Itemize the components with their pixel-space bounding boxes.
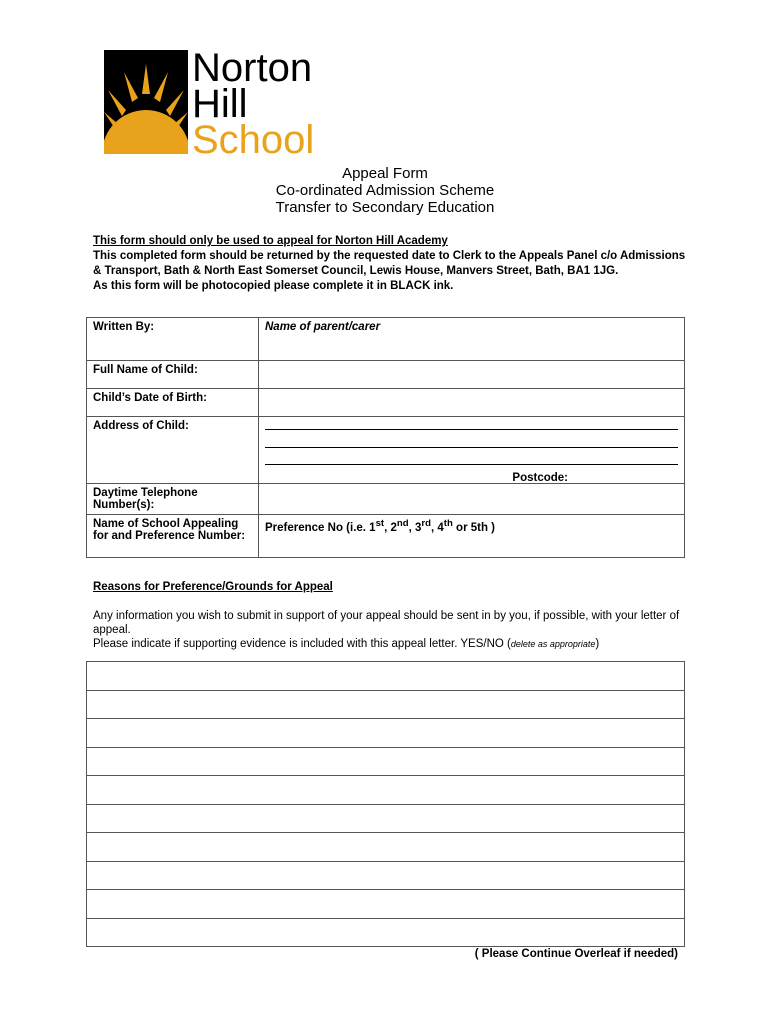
intro-line-3: As this form will be photocopied please complete it in BLACK ink.: [93, 280, 454, 292]
writing-line[interactable]: [87, 918, 685, 947]
postcode-label: Postcode:: [512, 472, 568, 484]
pref-num-2: 2: [390, 521, 397, 534]
pref-sup-2: nd: [396, 518, 409, 529]
pref-num-4: 4: [437, 521, 444, 534]
writing-line[interactable]: [87, 747, 685, 776]
pref-num-3: 3: [415, 521, 422, 534]
writing-line[interactable]: [87, 890, 685, 919]
sunburst-emblem: [104, 50, 188, 154]
address-line-3: [265, 464, 678, 465]
phone-field[interactable]: [259, 484, 685, 515]
reasons-writing-area[interactable]: [86, 661, 685, 947]
pref-sup-4: th: [443, 518, 453, 529]
school-logo: [104, 46, 324, 162]
reasons-instructions: [93, 609, 693, 651]
writing-line[interactable]: [87, 719, 685, 748]
writing-line[interactable]: [87, 690, 685, 719]
child-name-label: Full Name of Child:: [87, 361, 259, 389]
applicant-details-table: [86, 317, 685, 558]
writing-line[interactable]: [87, 804, 685, 833]
dob-field[interactable]: [259, 389, 685, 417]
preference-prefix: Preference No (i.e. 1: [265, 521, 376, 534]
intro-text: [93, 234, 693, 294]
reasons-para-2: [93, 637, 693, 651]
title-line-3: Transfer to Secondary Education: [275, 199, 495, 216]
reasons-para-2-text: Please indicate if supporting evidence is included with this appeal letter. YES/NO (: [93, 638, 511, 650]
writing-line[interactable]: [87, 776, 685, 805]
reasons-para-1: Any information you wish to submit in support of your appeal should be sent in by you, if possible, with your letter of appeal.: [93, 610, 680, 636]
writing-line[interactable]: [87, 833, 685, 862]
title-line-1: Appeal Form: [342, 165, 428, 182]
address-line-1: [265, 429, 678, 430]
address-label: Address of Child:: [87, 417, 259, 484]
address-field[interactable]: [259, 417, 685, 484]
address-line-2: [265, 447, 678, 448]
intro-line-1: This form should only be used to appeal for Norton Hill Academy: [93, 235, 448, 247]
reasons-para-2-close: ): [595, 638, 600, 650]
preference-field[interactable]: Preference No (i.e. 1st, 2nd, 3rd, 4th or 5th ): [259, 515, 685, 558]
dob-label: Child’s Date of Birth:: [87, 389, 259, 417]
phone-label: Daytime Telephone Number(s):: [87, 484, 259, 515]
reasons-heading: Reasons for Preference/Grounds for Appeal: [93, 581, 333, 593]
continue-overleaf-note: ( Please Continue Overleaf if needed): [474, 948, 678, 960]
pref-sup-3: rd: [421, 518, 431, 529]
logo-word-norton: Norton: [192, 46, 313, 90]
logo-word-hill: Hill: [192, 82, 248, 126]
pref-sup-1: st: [375, 518, 385, 529]
intro-line-2: This completed form should be returned by the requested date to Clerk to the Appeals Panel c/o Admissions & Transport, Bath & North East Somerset Council, Lewis House, Manvers Street, Bath, BA1 1JG.: [93, 250, 686, 277]
page-title: [0, 165, 770, 216]
logo-word-school: School: [192, 118, 315, 162]
school-label: Name of School Appealing for and Preference Number:: [87, 515, 259, 558]
preference-suffix: or 5th ): [452, 521, 496, 534]
reasons-para-2-note: delete as appropriate: [510, 639, 596, 649]
written-by-label: Written By:: [87, 318, 259, 361]
writing-line[interactable]: [87, 662, 685, 691]
child-name-field[interactable]: [259, 361, 685, 389]
writing-line[interactable]: [87, 861, 685, 890]
written-by-field[interactable]: Name of parent/carer: [259, 318, 685, 361]
title-line-2: Co-ordinated Admission Scheme: [275, 182, 495, 199]
